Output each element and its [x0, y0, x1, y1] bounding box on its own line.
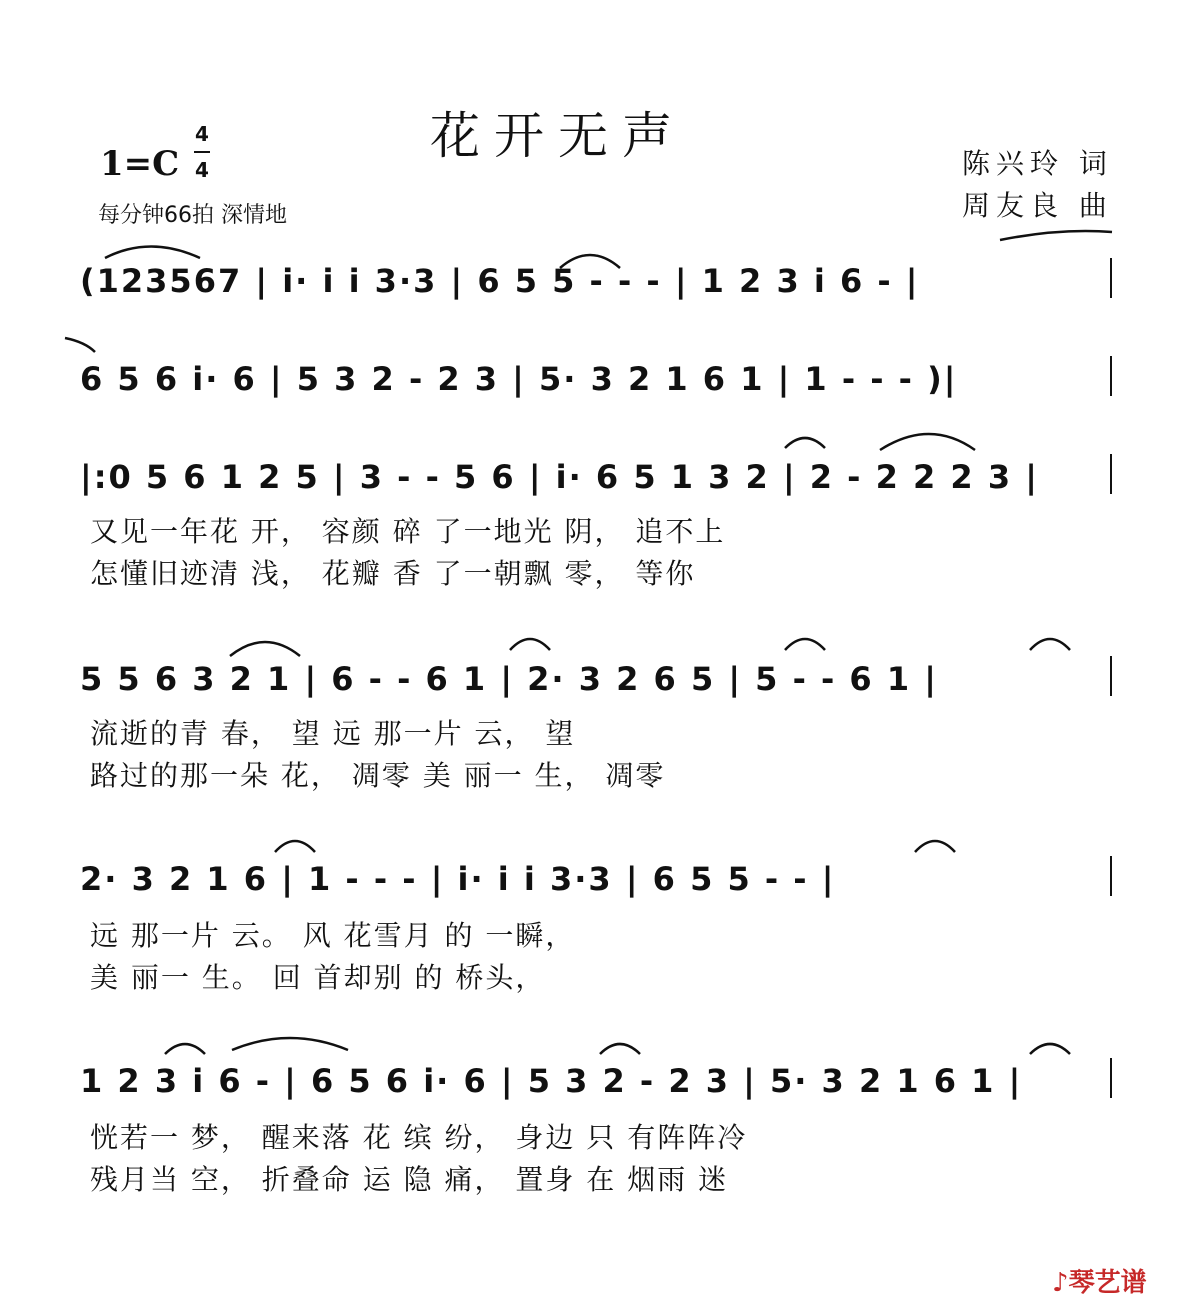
tie-mark — [510, 639, 550, 650]
tie-mark — [600, 1044, 640, 1054]
lyric-line-4-verse-1: 流逝的青 春， 望 远 那一片 云， 望 — [90, 717, 576, 750]
composer-credit: 周友良 曲 — [962, 189, 1113, 222]
tie-mark — [275, 841, 315, 852]
slur-mark — [232, 1038, 348, 1050]
watermark-text: 琴艺谱 — [1068, 1268, 1147, 1298]
notation-line-6: 1 2 3 i 6 - | 6 5 6 i· 6 | 5 3 2 - 2 3 | 5· 3 2 1 6 1 | — [80, 1062, 1023, 1100]
watermark-icon: ♪ — [1052, 1268, 1069, 1298]
watermark-logo — [1052, 1262, 1147, 1299]
notation-line-1: (123567 | i· i i 3·3 | 6 5 5 - - - | 1 2 3 i 6 - | — [80, 262, 920, 300]
lyric-line-5-verse-1: 远 那一片 云。 风 花雪月 的 一瞬， — [90, 919, 576, 952]
barline — [1110, 356, 1112, 396]
tie-mark — [560, 255, 620, 268]
slur-mark — [230, 642, 300, 656]
tie-mark — [915, 841, 955, 852]
lyricist-credit: 陈兴玲 词 — [962, 147, 1113, 180]
tie-mark — [1030, 639, 1070, 650]
slur-mark — [1000, 231, 1112, 240]
barline — [1110, 856, 1112, 896]
lyric-line-3-verse-2: 怎懂旧迹清 浅， 花瓣 香 了一朝飘 零， 等你 — [90, 557, 696, 590]
lyric-line-5-verse-2: 美 丽一 生。 回 首却别 的 桥头， — [90, 961, 546, 994]
lyric-line-6-verse-2: 残月当 空， 折叠命 运 隐 痛， 置身 在 烟雨 迷 — [90, 1163, 729, 1196]
tie-mark — [1030, 1044, 1070, 1054]
tempo-marking: 每分钟66拍 深情地 — [98, 203, 287, 228]
slur-mark — [880, 434, 975, 450]
tie-mark — [785, 438, 825, 448]
barline — [1110, 656, 1112, 696]
barline — [1110, 258, 1112, 298]
lyric-line-4-verse-2: 路过的那一朵 花， 凋零 美 丽一 生， 凋零 — [90, 759, 666, 792]
lyric-line-3-verse-1: 又见一年花 开， 容颜 碎 了一地光 阴， 追不上 — [90, 515, 726, 548]
tie-mark — [165, 1044, 205, 1054]
song-title: 花开无声 — [430, 107, 686, 165]
notation-line-3: |:0 5 6 1 2 5 | 3 - - 5 6 | i· 6 5 1 3 2 | 2 - 2 2 2 3 | — [80, 458, 1039, 496]
slur-mark — [65, 338, 95, 352]
time-signature-bottom: 4 — [195, 158, 209, 182]
notation-line-5: 2· 3 2 1 6 | 1 - - - | i· i i 3·3 | 6 5 5 - - | — [80, 860, 836, 898]
lyric-line-6-verse-1: 恍若一 梦， 醒来落 花 缤 纷， 身边 只 有阵阵冷 — [90, 1121, 748, 1154]
time-signature-top: 4 — [195, 122, 209, 146]
barline — [1110, 1058, 1112, 1098]
tie-mark — [785, 639, 825, 650]
slur-mark — [105, 247, 200, 259]
notation-line-4: 5 5 6 3 2 1 | 6 - - 6 1 | 2· 3 2 6 5 | 5 - - 6 1 | — [80, 660, 938, 698]
notation-line-2: 6 5 6 i· 6 | 5 3 2 - 2 3 | 5· 3 2 1 6 1 | 1 - - - )| — [80, 360, 958, 398]
barline — [1110, 454, 1112, 494]
key-signature: 1=C — [100, 144, 180, 184]
